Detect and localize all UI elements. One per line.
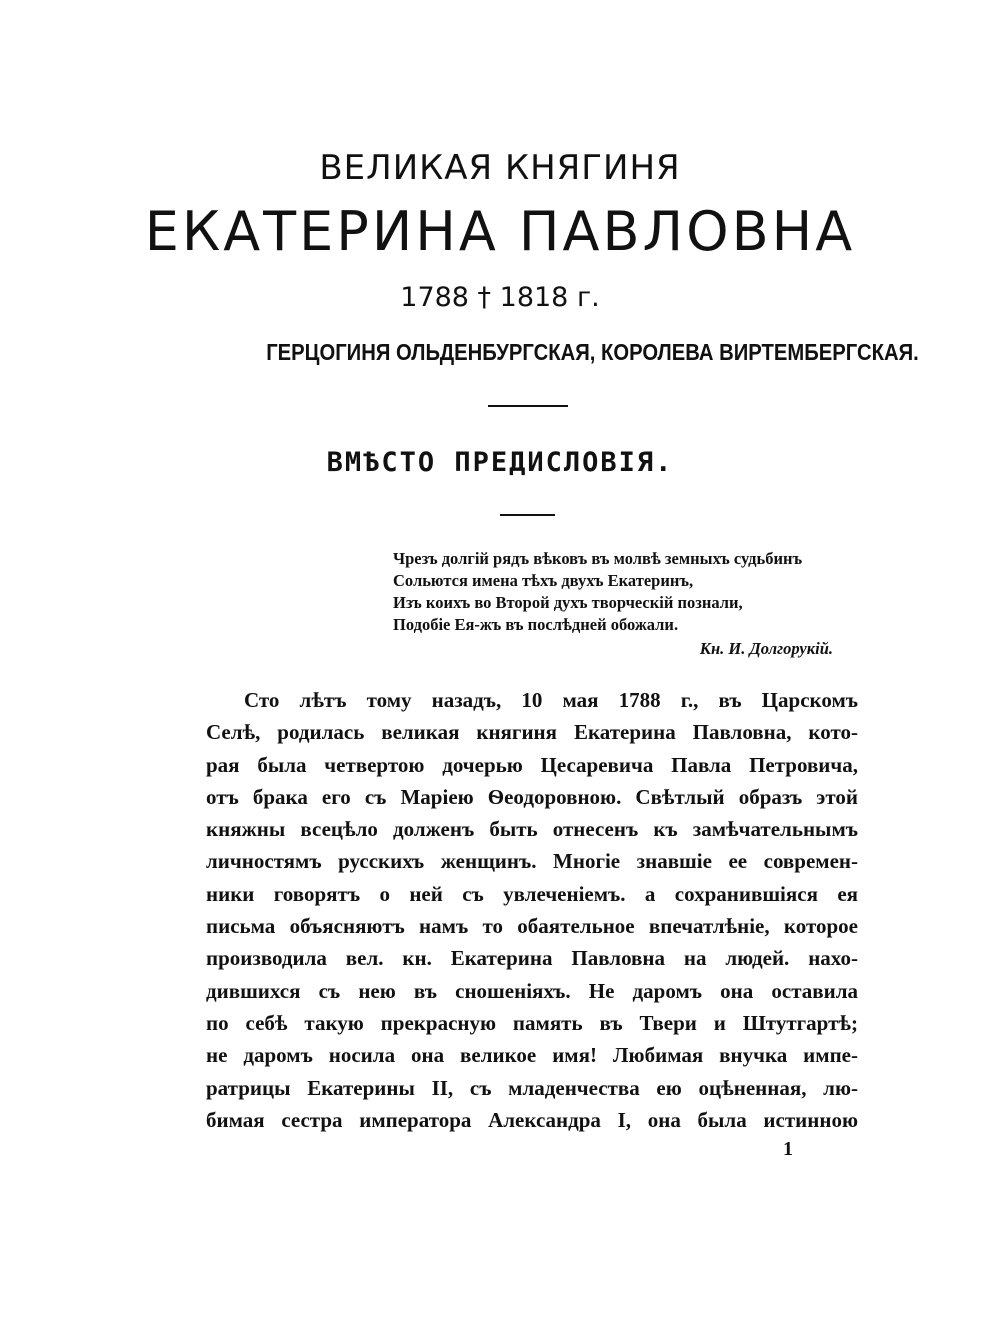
page-title: ЕКАТЕРИНА ПАВЛОВНА — [144, 200, 856, 263]
epigraph-line: Чрезъ долгій рядъ вѣковъ въ молвѣ земныхъ судьбинъ — [393, 549, 803, 568]
body-line: Селѣ, родилась великая княгиня Екатерина Павловна, кото- — [206, 720, 858, 745]
body-line: отъ брака его съ Маріею Ѳеодоровною. Свѣтлый образъ этой — [206, 784, 858, 809]
body-line: по себѣ такую прекрасную память въ Твери и Штутгартѣ; — [206, 1010, 858, 1035]
body-line: дившихся съ нею въ сношеніяхъ. Не даромъ она оставила — [206, 978, 858, 1003]
body-line: производила вел. кн. Екатерина Павловна на людей. нахо- — [206, 946, 858, 971]
subtitle: ГЕРЦОГИНЯ ОЛЬДЕНБУРГСКАЯ, КОРОЛЕВА ВИРТЕМБЕРГСКАЯ. — [266, 339, 919, 365]
section-heading: ВМѢСТО ПРЕДИСЛОВІЯ. — [326, 447, 674, 478]
body-line: ратрицы Екатерины II, съ младенчества ею оцѣненная, лю- — [206, 1075, 858, 1100]
body-line: не даромъ носила она великое имя! Любимая внучка импе- — [206, 1043, 858, 1068]
epigraph-line: Изъ коихъ во Второй духъ творческій познали, — [393, 593, 743, 612]
epigraph-author: Кн. И. Долгорукій. — [699, 639, 833, 658]
epigraph-line: Подобіе Ея-жъ въ послѣдней обожали. — [393, 615, 679, 634]
body-line: ники говорятъ о ней съ увлеченіемъ. а сохранившіяся ея — [206, 881, 858, 906]
body-line: рая была четвертою дочерью Цесаревича Павла Петровича, — [206, 752, 858, 777]
body-line: письма объясняютъ намъ то обаятельное впечатлѣніе, которое — [206, 914, 858, 939]
divider-rule — [488, 405, 568, 407]
epigraph-line: Сольются имена тѣхъ двухъ Екатеринъ, — [393, 571, 694, 590]
epigraph — [393, 548, 833, 658]
body-line: Сто лѣтъ тому назадъ, 10 мая 1788 г., въ Царскомъ — [244, 688, 858, 712]
body-line: личностямъ русскихъ женщинъ. Многіе знавшіе ее современ- — [206, 849, 858, 874]
title-overline: ВЕЛИКАЯ КНЯГИНЯ — [319, 148, 681, 188]
life-dates: 1788 † 1818 г. — [400, 282, 600, 313]
body-paragraph — [206, 684, 858, 1136]
body-line: княжны всецѣло долженъ быть отнесенъ къ замѣчательнымъ — [206, 817, 858, 842]
divider-rule — [500, 514, 555, 516]
body-line: бимая сестра императора Александра I, она была истинною — [206, 1107, 858, 1132]
page-number: 1 — [783, 1138, 793, 1160]
